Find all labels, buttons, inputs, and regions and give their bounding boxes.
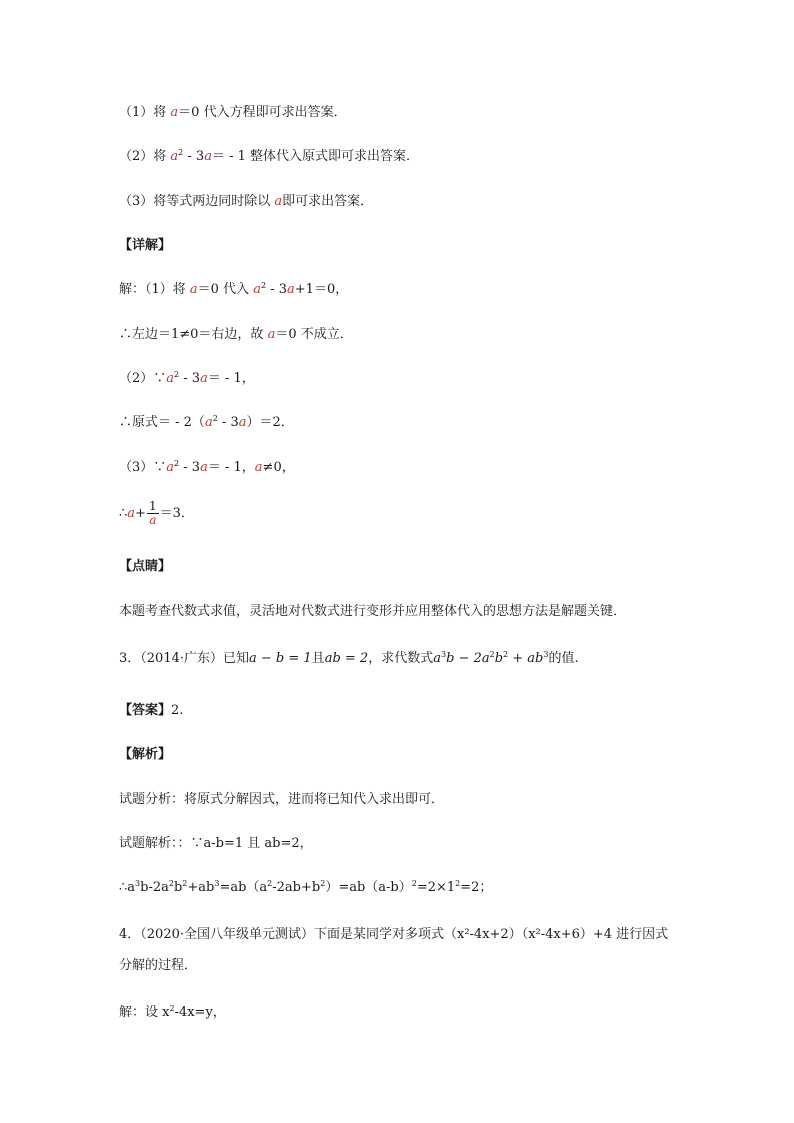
question-4: 4．（2020·全国八年级单元测试）下面是某同学对多项式（x²-4x+2）（x²-4x+6）+4 进行因式	[119, 927, 669, 942]
solution-line-3: $(2)\because a^2 - 3a= - 1$，	[119, 370, 255, 386]
solution-line-1: 解：（1）将 a＝0 代入 $a^2 - 3a+1=0$，	[119, 281, 349, 297]
solution-line-4: ∴原式＝ - $2(a^2 - 3a)=2$．	[119, 414, 294, 430]
question-3: 3．（2014·广东）已知a − b = 1且ab = 2，求代数式$a^3b - 2a^2b^2 + ab^3$的值.	[119, 650, 579, 666]
factorization-line: $\therefore a^3b-2a^2b^2+ab^3=ab(a^2-2ab+b^2)=ab(a-b)^2=2\times 1^2=2$；	[119, 879, 493, 895]
section-heading-comment: 【点睛】	[119, 559, 172, 574]
answer-line: 【答案】2.	[119, 703, 184, 718]
step-hint-2: （2）将 $a^2 - 3a= - 1$ 整体代入原式即可求出答案．	[119, 148, 420, 164]
solution-line-2: ∴左边＝1≠0＝右边，故 a＝0 不成立．	[119, 327, 353, 342]
solution-start: 解：设 $x^2-4x=y$，	[119, 1004, 226, 1020]
solution-line-6: ∴a+ $\frac{1}{a}$ ＝3．	[119, 499, 194, 527]
step-hint-1: （1）将 a＝0 代入方程即可求出答案．	[119, 105, 347, 120]
solution-line-5: $(3)\because a^2 - 3a= - 1$，a≠0，	[119, 459, 295, 475]
step-hint-3: （3）将等式两边同时除以 a即可求出答案．	[119, 194, 374, 209]
section-heading-detail: 【详解】	[119, 238, 172, 253]
analysis-text: 试题分析：将原式分解因式，进而将已知代入求出即可．	[119, 792, 445, 807]
analysis-solution: 试题解析：：∵a-b=1 且 ab=2，	[119, 836, 313, 851]
question-4-continued: 分解的过程．	[119, 958, 198, 973]
comment-text: 本题考查代数式求值，灵活地对代数式进行变形并应用整体代入的思想方法是解题关键．	[119, 604, 627, 619]
fraction: $\frac{1}{a}$	[148, 499, 157, 527]
section-heading-analysis: 【解析】	[119, 747, 172, 762]
